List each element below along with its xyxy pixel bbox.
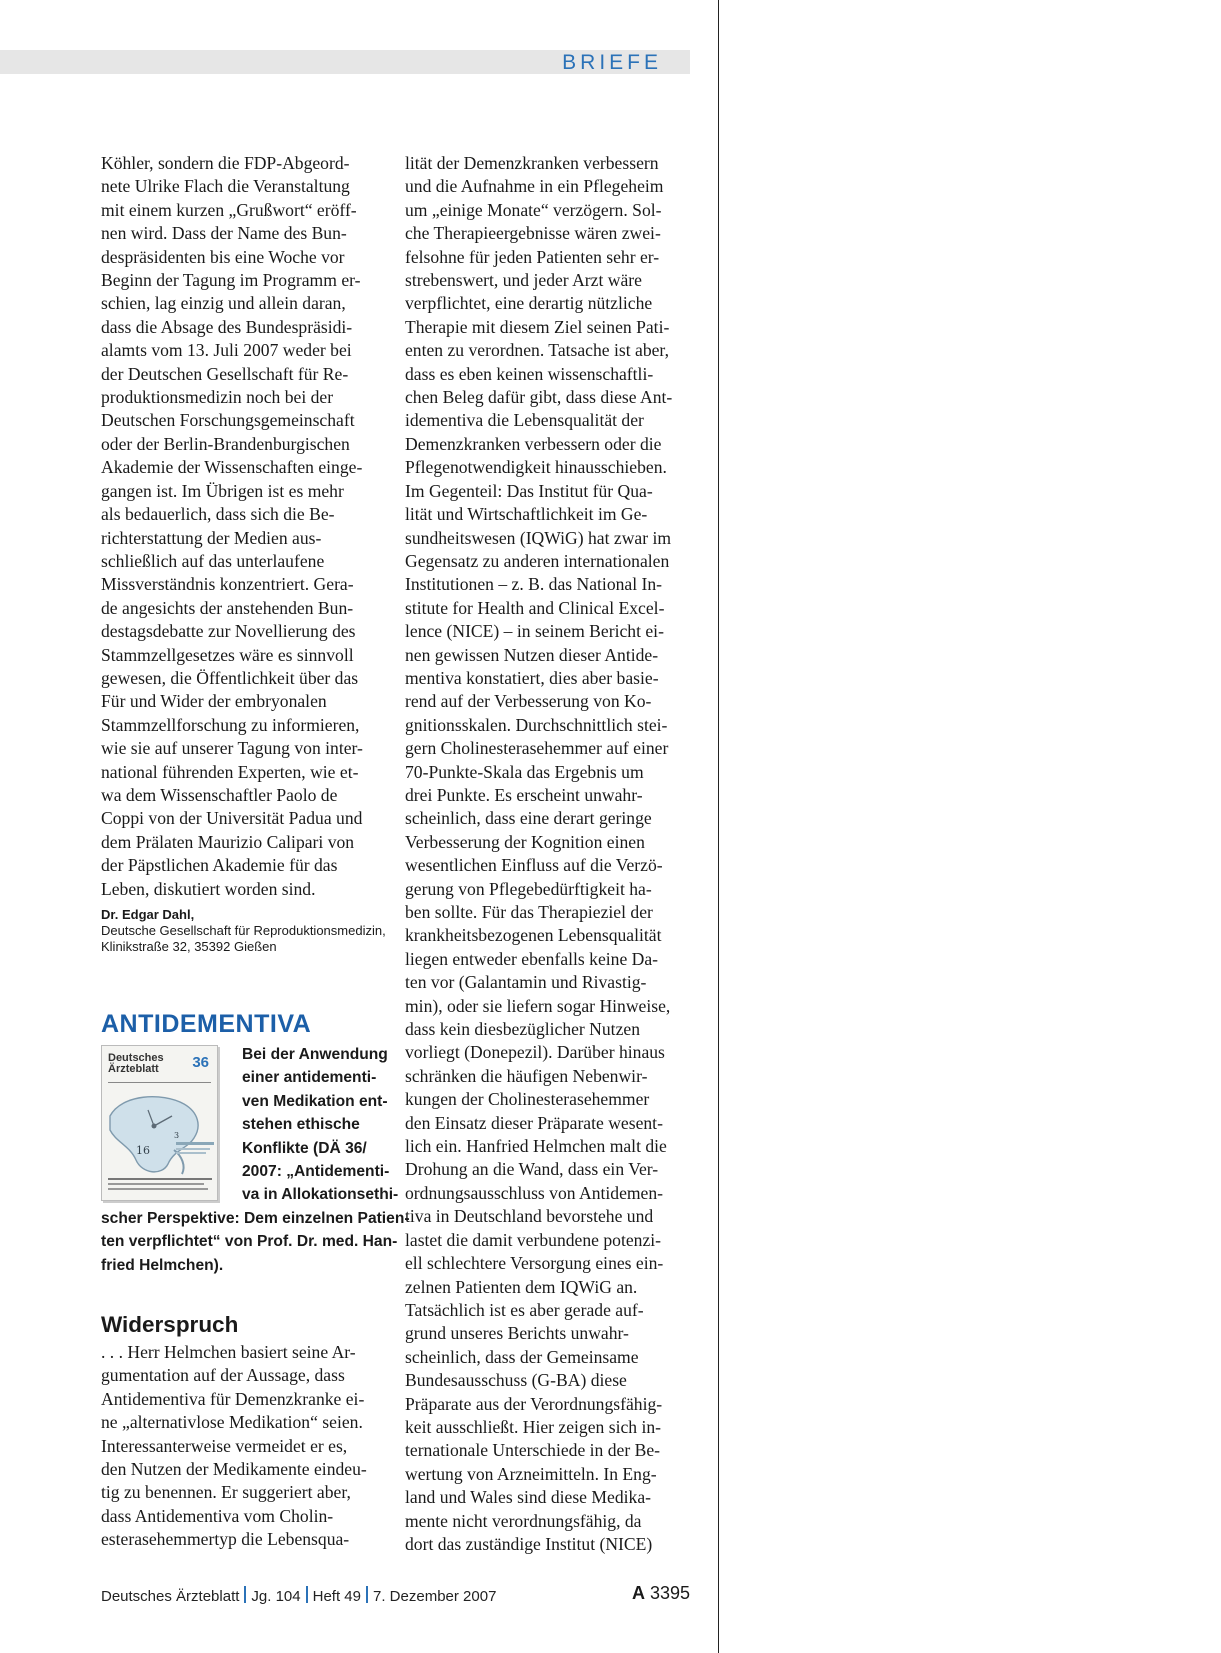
text-line: lität der Demenzkranken verbessern [405, 153, 659, 173]
text-line: gangen ist. Im Übrigen ist es mehr [101, 480, 344, 501]
text-line: Antidementiva für Demenzkranke ei- [101, 1388, 365, 1409]
letter-subheading: Widerspruch [101, 1312, 239, 1337]
intro-line: fried Helmchen). [101, 1256, 224, 1274]
text-line: der Deutschen Gesellschaft für Re- [101, 363, 349, 384]
text-line: Stammzellgesetzes wäre es sinnvoll [101, 644, 354, 665]
text-line: min), oder sie liefern sogar Hinweise, [405, 995, 671, 1016]
text-line: Demenzkranken verbessern oder die [405, 433, 662, 454]
text-line: gerung von Pflegebedürftigkeit ha- [405, 878, 652, 899]
text-line: den Nutzen der Medikamente eindeu- [101, 1459, 367, 1480]
intro-line: stehen ethische [242, 1116, 360, 1134]
text-line: grund unseres Berichts unwahr- [405, 1323, 629, 1344]
text-line: wa dem Wissenschaftler Paolo de [101, 784, 338, 805]
text-line: Gegensatz zu anderen internationalen [405, 550, 670, 571]
text-line: Pflegenotwendigkeit hinausschieben. [405, 457, 667, 478]
text-line: schränken die häufigen Nebenwir- [405, 1065, 648, 1086]
text-line: rend auf der Verbesserung von Ko- [405, 691, 652, 712]
text-line: dass kein diesbezüglicher Nutzen [405, 1019, 640, 1040]
footer-date: 7. Dezember 2007 [373, 1588, 497, 1605]
text-line: kungen der Cholinesterasehemmer [405, 1089, 650, 1110]
text-line: zelnen Patienten dem IQWiG an. [405, 1276, 638, 1297]
text-line: Für und Wider der embryonalen [101, 691, 327, 712]
text-line: strebenswert, und jeder Arzt wäre [405, 270, 642, 291]
text-line: ne „alternativlose Medikation“ seien. [101, 1412, 363, 1433]
melting-clock-illustration [102, 1046, 218, 1201]
text-line: chen Beleg dafür gibt, dass diese Ant- [405, 387, 673, 408]
footer-journal: Deutsches Ärzteblatt [101, 1588, 240, 1605]
text-line: schien, lag einzig und allein daran, [101, 293, 346, 314]
footer [101, 1586, 496, 1605]
text-line: Präparate aus der Verordnungsfähig- [405, 1393, 663, 1414]
text-line: ten vor (Galantamin und Rivastig- [405, 972, 647, 993]
text-line: dass Antidementiva vom Cholin- [101, 1505, 334, 1526]
text-line: dass die Absage des Bundespräsidi- [101, 316, 353, 337]
intro-line: Konflikte (DÄ 36/ [242, 1139, 367, 1157]
text-line: gewesen, die Öffentlichkeit über das [101, 667, 359, 688]
text-line: produktionsmedizin noch bei der [101, 387, 334, 408]
text-line: vorliegt (Donepezil). Darüber hinaus [405, 1042, 665, 1063]
text-line: lität und Wirtschaftlichkeit im Ge- [405, 504, 648, 525]
text-line: mente nicht verordnungsfähig, da [405, 1510, 642, 1531]
text-line: Deutschen Forschungsgemeinschaft [101, 410, 355, 431]
text-line: krankheitsbezogenen Lebensqualität [405, 925, 662, 946]
intro-line: Bei der Anwendung [242, 1046, 388, 1063]
text-line: scheinlich, dass der Gemeinsame [405, 1346, 639, 1367]
text-line: gern Cholinesterasehemmer auf einer [405, 738, 669, 759]
intro-line: va in Allokationsethi- [242, 1186, 399, 1204]
text-line: destagsdebatte zur Novellierung des [101, 621, 356, 642]
intro-line: 2007: „Antidementi- [242, 1163, 390, 1180]
text-line: de angesichts der anstehenden Bun- [101, 597, 354, 618]
text-line: dem Prälaten Maurizio Calipari von [101, 831, 355, 852]
section-heading: ANTIDEMENTIVA [101, 1010, 312, 1038]
letter-body-text [101, 1341, 386, 1552]
text-line: Interessanterweise vermeidet er es, [101, 1435, 348, 1456]
footer-volume: Jg. 104 [251, 1588, 301, 1605]
text-line: ben sollte. Für das Therapieziel der [405, 902, 653, 922]
text-line: oder der Berlin-Brandenburgischen [101, 433, 350, 454]
text-line: den Einsatz dieser Präparate wesent- [405, 1112, 663, 1133]
signature-name: Dr. Edgar Dahl, [101, 907, 195, 922]
text-line: Stammzellforschung zu informieren, [101, 714, 360, 735]
text-line: felsohne für jeden Patienten sehr er- [405, 246, 660, 267]
text-line: verpflichtet, eine derartig nützliche [405, 293, 653, 314]
cover-title: Deutsches Ärzteblatt [108, 1052, 164, 1075]
text-line: als bedauerlich, dass sich die Be- [101, 504, 335, 525]
text-line: enten zu verordnen. Tatsache ist aber, [405, 340, 669, 361]
text-line: Akademie der Wissenschaften einge- [101, 457, 363, 478]
signature-address: Klinikstraße 32, 35392 Gießen [101, 939, 277, 954]
text-line: land und Wales sind diese Medika- [405, 1487, 651, 1508]
text-line: despräsidenten bis eine Woche vor [101, 246, 345, 267]
text-line: dort das zuständige Institut (NICE) [405, 1533, 653, 1554]
footer-issue: Heft 49 [312, 1588, 361, 1605]
text-line: lich ein. Hanfried Helmchen malt die [405, 1136, 667, 1157]
text-line: Verbesserung der Kognition einen [405, 831, 645, 852]
text-line: Missverständnis konzentriert. Gera- [101, 574, 354, 595]
text-line: wesentlichen Einfluss auf die Verzö- [405, 855, 663, 876]
signature-org: Deutsche Gesellschaft für Reproduktionsmedizin, [101, 923, 386, 938]
text-line: Institutionen – z. B. das National In- [405, 574, 663, 595]
left-column-text [101, 152, 386, 901]
text-line: um „einige Monate“ verzögern. Sol- [405, 199, 662, 220]
text-line: liegen entweder ebenfalls keine Da- [405, 948, 659, 969]
section-title: BRIEFE [562, 51, 662, 74]
text-line: Therapie mit diesem Ziel seinen Pati- [405, 316, 670, 337]
text-line: esterasehemmertyp die Lebensqua- [101, 1529, 350, 1550]
text-line: ell schlechtere Versorgung eines ein- [405, 1253, 664, 1274]
text-line: gnitionsskalen. Durchschnittlich stei- [405, 714, 668, 735]
intro-line: scher Perspektive: Dem einzelnen Patien- [101, 1209, 410, 1227]
text-line: Coppi von der Universität Padua und [101, 808, 363, 829]
text-line: dass es eben keinen wissenschaftli- [405, 363, 654, 384]
text-line: und die Aufnahme in ein Pflegeheim [405, 176, 664, 197]
magazine-cover-image [101, 1045, 218, 1201]
text-line: wertung von Arzneimitteln. In Eng- [405, 1463, 657, 1484]
svg-text:3: 3 [174, 1131, 180, 1140]
text-line: national führenden Experten, wie et- [101, 761, 359, 782]
text-line: Bundesausschuss (G-BA) diese [405, 1370, 627, 1391]
cover-issue-number: 36 [192, 1054, 209, 1071]
text-line: gumentation auf der Aussage, dass [101, 1365, 345, 1386]
page-edge-rule [718, 0, 719, 1653]
text-line: Im Gegenteil: Das Institut für Qua- [405, 480, 653, 501]
text-line: lence (NICE) – in seinem Bericht ei- [405, 621, 664, 642]
section-header-bar [0, 50, 690, 74]
text-line: ternationale Unterschiede in der Be- [405, 1440, 660, 1461]
text-line: 70-Punkte-Skala das Ergebnis um [405, 761, 644, 782]
page-number: A 3395 [631, 1583, 690, 1603]
text-line: Drohung an die Wand, dass ein Ver- [405, 1159, 659, 1180]
text-line: alamts vom 13. Juli 2007 weder bei [101, 340, 352, 361]
svg-text:16: 16 [136, 1144, 150, 1157]
text-line: stitute for Health and Clinical Excel- [405, 597, 665, 618]
text-line: keit ausschließt. Hier zeigen sich in- [405, 1416, 662, 1437]
text-line: drei Punkte. Es erscheint unwahr- [405, 784, 643, 805]
intro-line: ten verpflichtet“ von Prof. Dr. med. Han- [101, 1233, 398, 1251]
text-line: Köhler, sondern die FDP-Abgeord- [101, 153, 350, 173]
text-line: sundheitswesen (IQWiG) hat zwar im [405, 527, 672, 548]
intro-line: ven Medikation ent- [242, 1092, 388, 1110]
text-line: Beginn der Tagung im Programm er- [101, 270, 361, 291]
text-line: idementiva die Lebensqualität der [405, 410, 644, 431]
text-line: nete Ulrike Flach die Veranstaltung [101, 176, 350, 197]
text-line: mentiva konstatiert, dies aber basie- [405, 667, 659, 688]
text-line: der Päpstlichen Akademie für das [101, 855, 338, 876]
text-line: wie sie auf unserer Tagung von inter- [101, 738, 363, 759]
text-line: Leben, diskutiert worden sind. [101, 878, 316, 899]
text-line: tig zu benennen. Er suggeriert aber, [101, 1482, 351, 1503]
text-line: scheinlich, dass eine derart geringe [405, 808, 652, 829]
text-line: che Therapieergebnisse wären zwei- [405, 223, 661, 244]
text-line: nen gewissen Nutzen dieser Antide- [405, 644, 659, 665]
text-line: richterstattung der Medien aus- [101, 527, 322, 548]
text-line: schließlich auf das unterlaufene [101, 550, 325, 571]
text-line: tiva in Deutschland bevorstehe und [405, 1206, 654, 1227]
text-line: lastet die damit verbundene potenzi- [405, 1229, 661, 1250]
text-line: nen wird. Dass der Name des Bun- [101, 223, 347, 244]
intro-line: einer antidementi- [242, 1069, 377, 1087]
right-column-text [405, 152, 691, 1556]
text-line: . . . Herr Helmchen basiert seine Ar- [101, 1342, 356, 1362]
text-line: mit einem kurzen „Grußwort“ eröff- [101, 199, 357, 220]
text-line: ordnungsausschluss von Antidemen- [405, 1182, 664, 1203]
text-line: Tatsächlich ist es aber gerade auf- [405, 1299, 644, 1320]
